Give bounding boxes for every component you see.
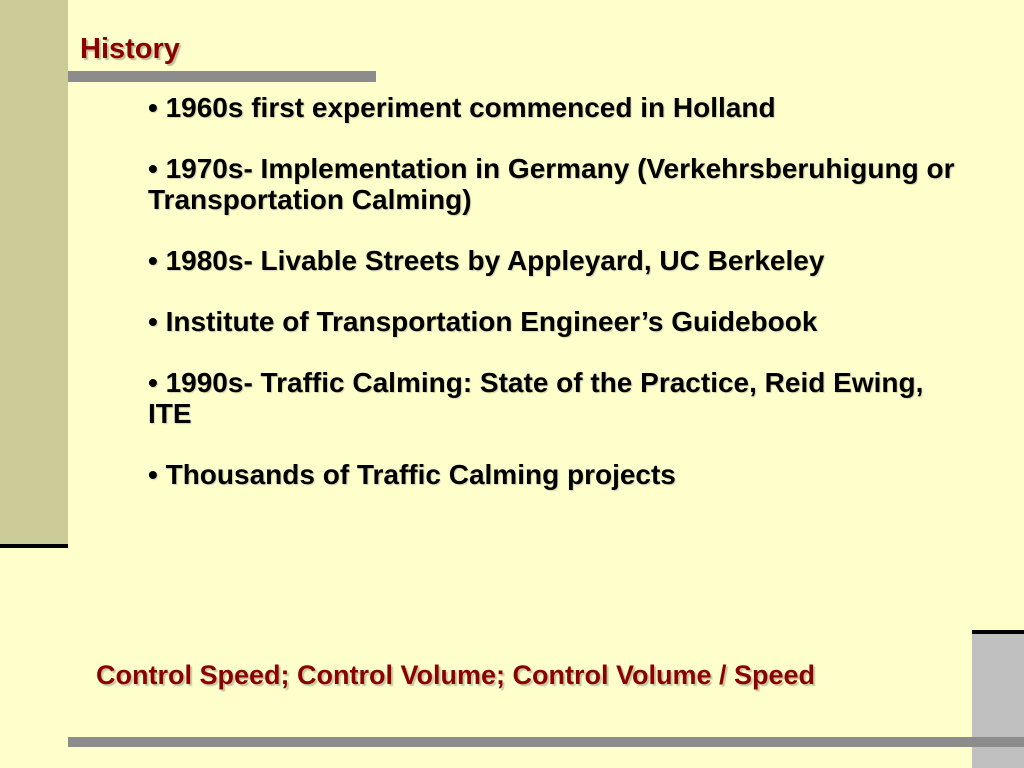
bottom-gray-bar <box>68 737 1024 747</box>
bullet-list <box>148 92 968 520</box>
bullet-icon: • <box>148 459 158 490</box>
bullet-text: 1970s- Implementation in Germany (Verkehrsberuhigung or Transportation Calming) <box>148 153 955 215</box>
left-decorative-band <box>0 0 68 544</box>
bullet-item <box>148 459 968 490</box>
bullet-icon: • <box>148 92 158 123</box>
title-underline-bar <box>68 71 376 82</box>
bullet-text: 1990s- Traffic Calming: State of the Practice, Reid Ewing, ITE <box>148 367 924 429</box>
bullet-text: 1960s first experiment commenced in Holland <box>165 92 776 123</box>
bullet-item <box>148 245 968 276</box>
bullet-item <box>148 92 968 123</box>
bullet-item <box>148 367 968 429</box>
footer-caption: Control Speed; Control Volume; Control Volume / Speed <box>96 660 816 690</box>
bullet-text: Institute of Transportation Engineer’s Guidebook <box>165 306 818 337</box>
bullet-item <box>148 153 968 215</box>
bullet-icon: • <box>148 153 158 184</box>
slide-title: History <box>80 33 180 65</box>
bullet-icon: • <box>148 306 158 337</box>
bullet-text: Thousands of Traffic Calming projects <box>165 459 676 490</box>
bullet-icon: • <box>148 367 158 398</box>
bullet-icon: • <box>148 245 158 276</box>
left-black-rule <box>0 544 68 548</box>
bullet-text: 1980s- Livable Streets by Appleyard, UC Berkeley <box>165 245 825 276</box>
bullet-item <box>148 306 968 337</box>
right-decorative-block <box>972 634 1024 768</box>
